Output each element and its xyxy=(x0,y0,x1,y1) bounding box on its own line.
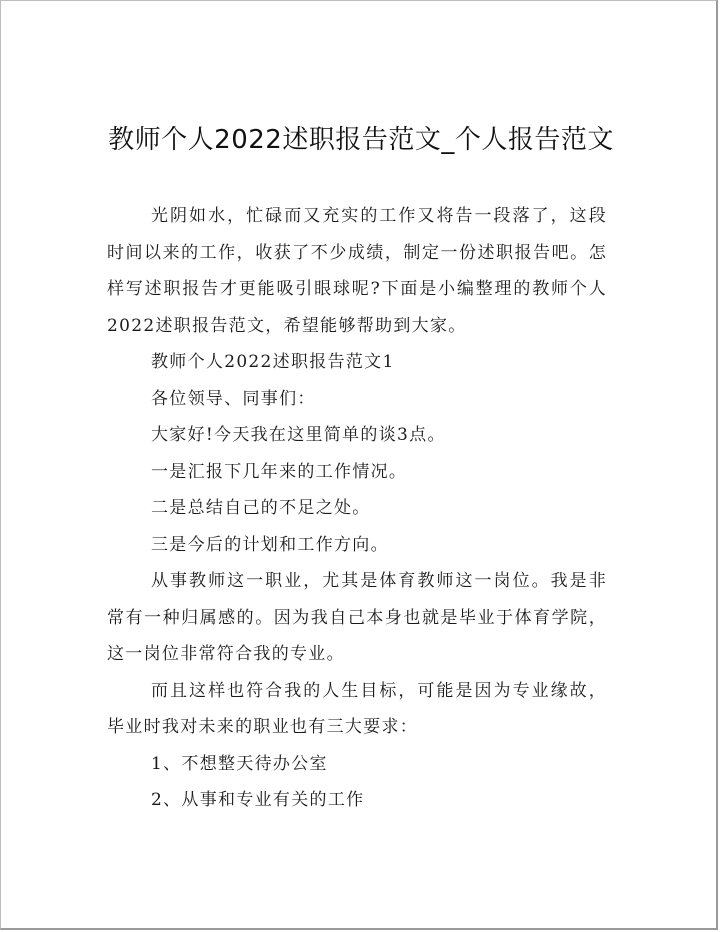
intro-paragraph: 光阴如水，忙碌而又充实的工作又将告一段落了，这段时间以来的工作，收获了不少成绩，制定一份述职报告吧。怎样写述职报告才更能吸引眼球呢?下面是小编整理的教师个人2022述职报告范文，希望能够帮助到大家。 xyxy=(107,206,607,336)
requirement-two: 2、从事和专业有关的工作 xyxy=(151,790,365,810)
goal-paragraph: 而且这样也符合我的人生目标，可能是因为专业缘故，毕业时我对未来的职业也有三大要求： xyxy=(107,680,607,737)
document-body xyxy=(107,198,607,819)
section-heading: 教师个人2022述职报告范文1 xyxy=(151,352,395,372)
requirement-one: 1、不想整天待办公室 xyxy=(151,753,328,774)
point-three: 三是今后的计划和工作方向。 xyxy=(151,534,389,555)
point-two: 二是总结自己的不足之处。 xyxy=(151,498,371,518)
salutation: 各位领导、同事们： xyxy=(151,388,316,409)
point-one: 一是汇报下几年来的工作情况。 xyxy=(151,461,408,482)
greeting-paragraph: 大家好!今天我在这里简单的谈3点。 xyxy=(151,425,446,445)
career-paragraph: 从事教师这一职业，尤其是体育教师这一岗位。我是非常有一种归属感的。因为我自己本身也就是毕业于体育学院，这一岗位非常符合我的专业。 xyxy=(107,571,607,664)
document-title: 教师个人2022述职报告范文_个人报告范文 xyxy=(108,125,614,155)
